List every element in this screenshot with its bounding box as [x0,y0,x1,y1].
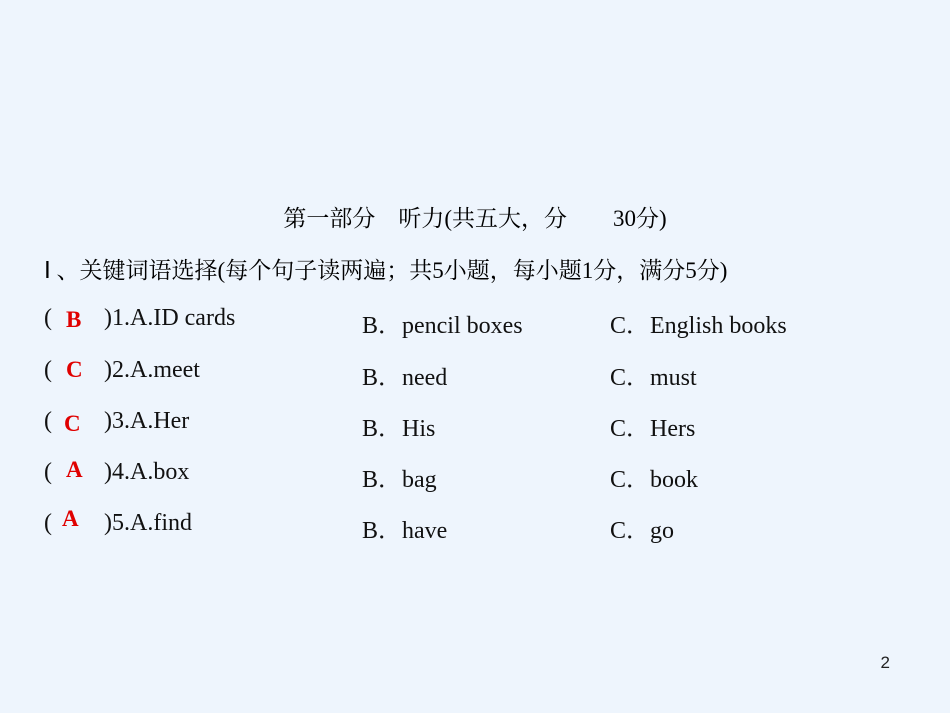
question-stem: )4.A.box [104,459,190,485]
option-c: C．Hers [610,416,696,442]
answer-letter: B [66,307,82,332]
section-title: 第一部分 听力(共五大，分 30分) [283,206,667,231]
answer-letter: C [64,411,81,436]
option-b: B．pencil boxes [362,313,523,339]
open-paren: ( [44,408,52,434]
open-paren: ( [44,510,52,536]
option-b: B．have [362,518,448,544]
option-b: B．need [362,365,448,391]
answer-letter: A [62,506,79,531]
question-stem: )3.A.Her [104,408,190,434]
question-stem: )2.A.meet [104,357,200,383]
question-stem: )1.A.ID cards [104,305,236,331]
page-number: 2 [880,653,890,672]
option-b: B．His [362,416,436,442]
open-paren: ( [44,357,52,383]
answer-letter: C [66,357,83,382]
option-c: C．must [610,365,697,391]
option-c: C．English books [610,313,787,339]
option-c: C．book [610,467,699,493]
option-c: C．go [610,518,675,544]
answer-letter: A [66,457,83,482]
option-b: B．bag [362,467,437,493]
open-paren: ( [44,305,52,331]
question-stem: )5.A.find [104,510,192,536]
open-paren: ( [44,459,52,485]
instruction-text: Ⅰ 、关键词语选择(每个句子读两遍；共5小题，每小题1分，满分5分) [44,258,728,283]
